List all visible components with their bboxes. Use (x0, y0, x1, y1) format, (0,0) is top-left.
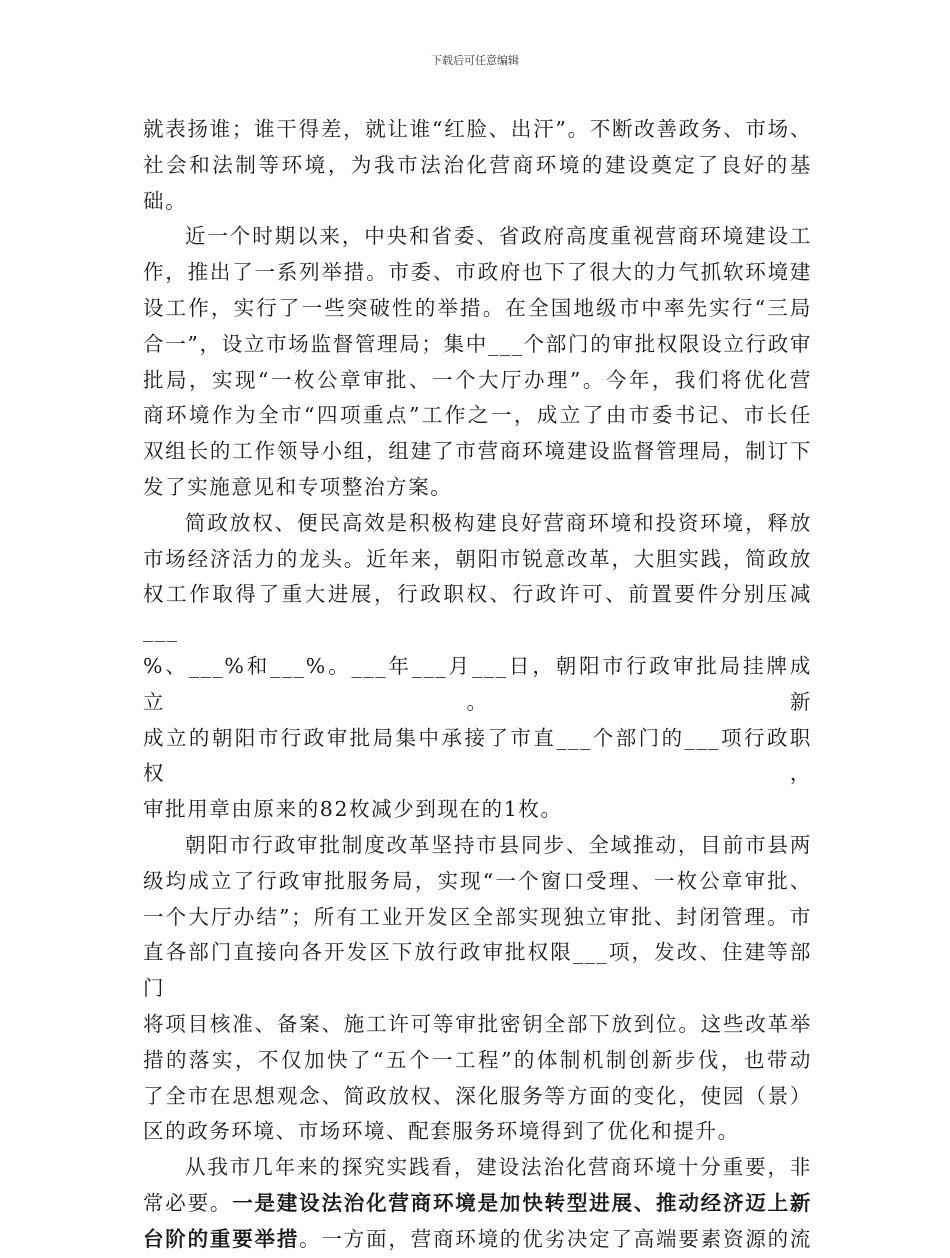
text-line: 合一”，设立市场监督管理局；集中___个部门的审批权限设立行政审 (143, 331, 812, 356)
text-line: 级均成立了行政审批服务局，实现“一个窗口受理、一枚公章审批、 (143, 868, 812, 893)
text-run: 常必要。 (143, 1190, 233, 1215)
text-line: 市场经济活力的龙头。近年来，朝阳市锐意改革，大胆实践，简政放 (143, 546, 812, 571)
text-line: 一个大厅办结”；所有工业开发区全部实现独立审批、封闭管理。市 (143, 904, 812, 929)
paragraph (143, 112, 812, 219)
bold-text-run: 台阶的重要举措 (143, 1226, 300, 1251)
text-line: 简政放权、便民高效是积极构建良好营商环境和投资环境，释放 (185, 510, 812, 535)
paragraph (143, 506, 812, 828)
text-line: 朝阳市行政审批制度改革坚持市县同步、全域推动，目前市县两 (185, 832, 812, 857)
text-line: 社会和法制等环境，为我市法治化营商环境的建设奠定了良好的基础。 (143, 152, 812, 213)
text-line: 区的政务环境、市场环境、配套服务环境得到了优化和提升。 (143, 1119, 740, 1144)
paragraph (143, 1150, 812, 1257)
paragraph (143, 219, 812, 505)
text-line: 措的落实，不仅加快了“五个一工程”的体制机制创新步伐，也带动 (143, 1047, 812, 1072)
text-line: 直各部门直接向各开发区下放行政审批权限___项，发改、住建等部门 (143, 940, 812, 1001)
text-line: 了全市在思想观念、简政放权、深化服务等方面的变化，使园（景） (143, 1083, 812, 1108)
text-line: 就表扬谁；谁干得差，就让谁“红脸、出汗”。不断改善政务、市场、 (143, 117, 812, 141)
text-line: 审批用章由原来的82枚减少到现在的1枚。 (143, 797, 563, 822)
text-line: 将项目核准、备案、施工许可等审批密钥全部下放到位。这些改革举 (143, 1011, 812, 1036)
text-line: 成立的朝阳市行政审批局集中承接了市直___个部门的___项行政职权， (143, 725, 812, 786)
text-line: %、___%和___%。___年___月___日，朝阳市行政审批局挂牌成立。新 (143, 653, 812, 714)
text-line: 商环境作为全市“四项重点”工作之一，成立了由市委书记、市长任 (143, 403, 812, 428)
document-body (143, 112, 812, 1258)
text-line: 发了实施意见和专项整治方案。 (143, 474, 453, 499)
text-line (143, 1186, 812, 1222)
text-line (143, 1222, 812, 1258)
paragraph (143, 828, 812, 1150)
text-line: 双组长的工作领导小组，组建了市营商环境建设监督管理局，制订下 (143, 439, 812, 464)
bold-text-run: 一是建设法治化营商环境是加快转型进展、推动经济迈上新 (232, 1190, 812, 1215)
text-run: 。一方面，营商环境的优劣决定了高端要素资源的流 (299, 1226, 812, 1251)
text-line: 权工作取得了重大进展，行政职权、行政许可、前置要件分别压减___ (143, 582, 812, 643)
text-line: 近一个时期以来，中央和省委、省政府高度重视营商环境建设工 (185, 224, 812, 249)
text-line: 设工作，实行了一些突破性的举措。在全国地级市中率先实行“三局 (143, 295, 812, 320)
text-line: 作，推出了一系列举措。市委、市政府也下了很大的力气抓软环境建 (143, 260, 812, 285)
text-line: 批局，实现“一枚公章审批、一个大厅办理”。今年，我们将优化营 (143, 367, 812, 392)
page-header: 下载后可任意编辑 (431, 54, 519, 67)
text-line: 从我市几年来的探究实践看，建设法治化营商环境十分重要，非 (185, 1155, 812, 1180)
